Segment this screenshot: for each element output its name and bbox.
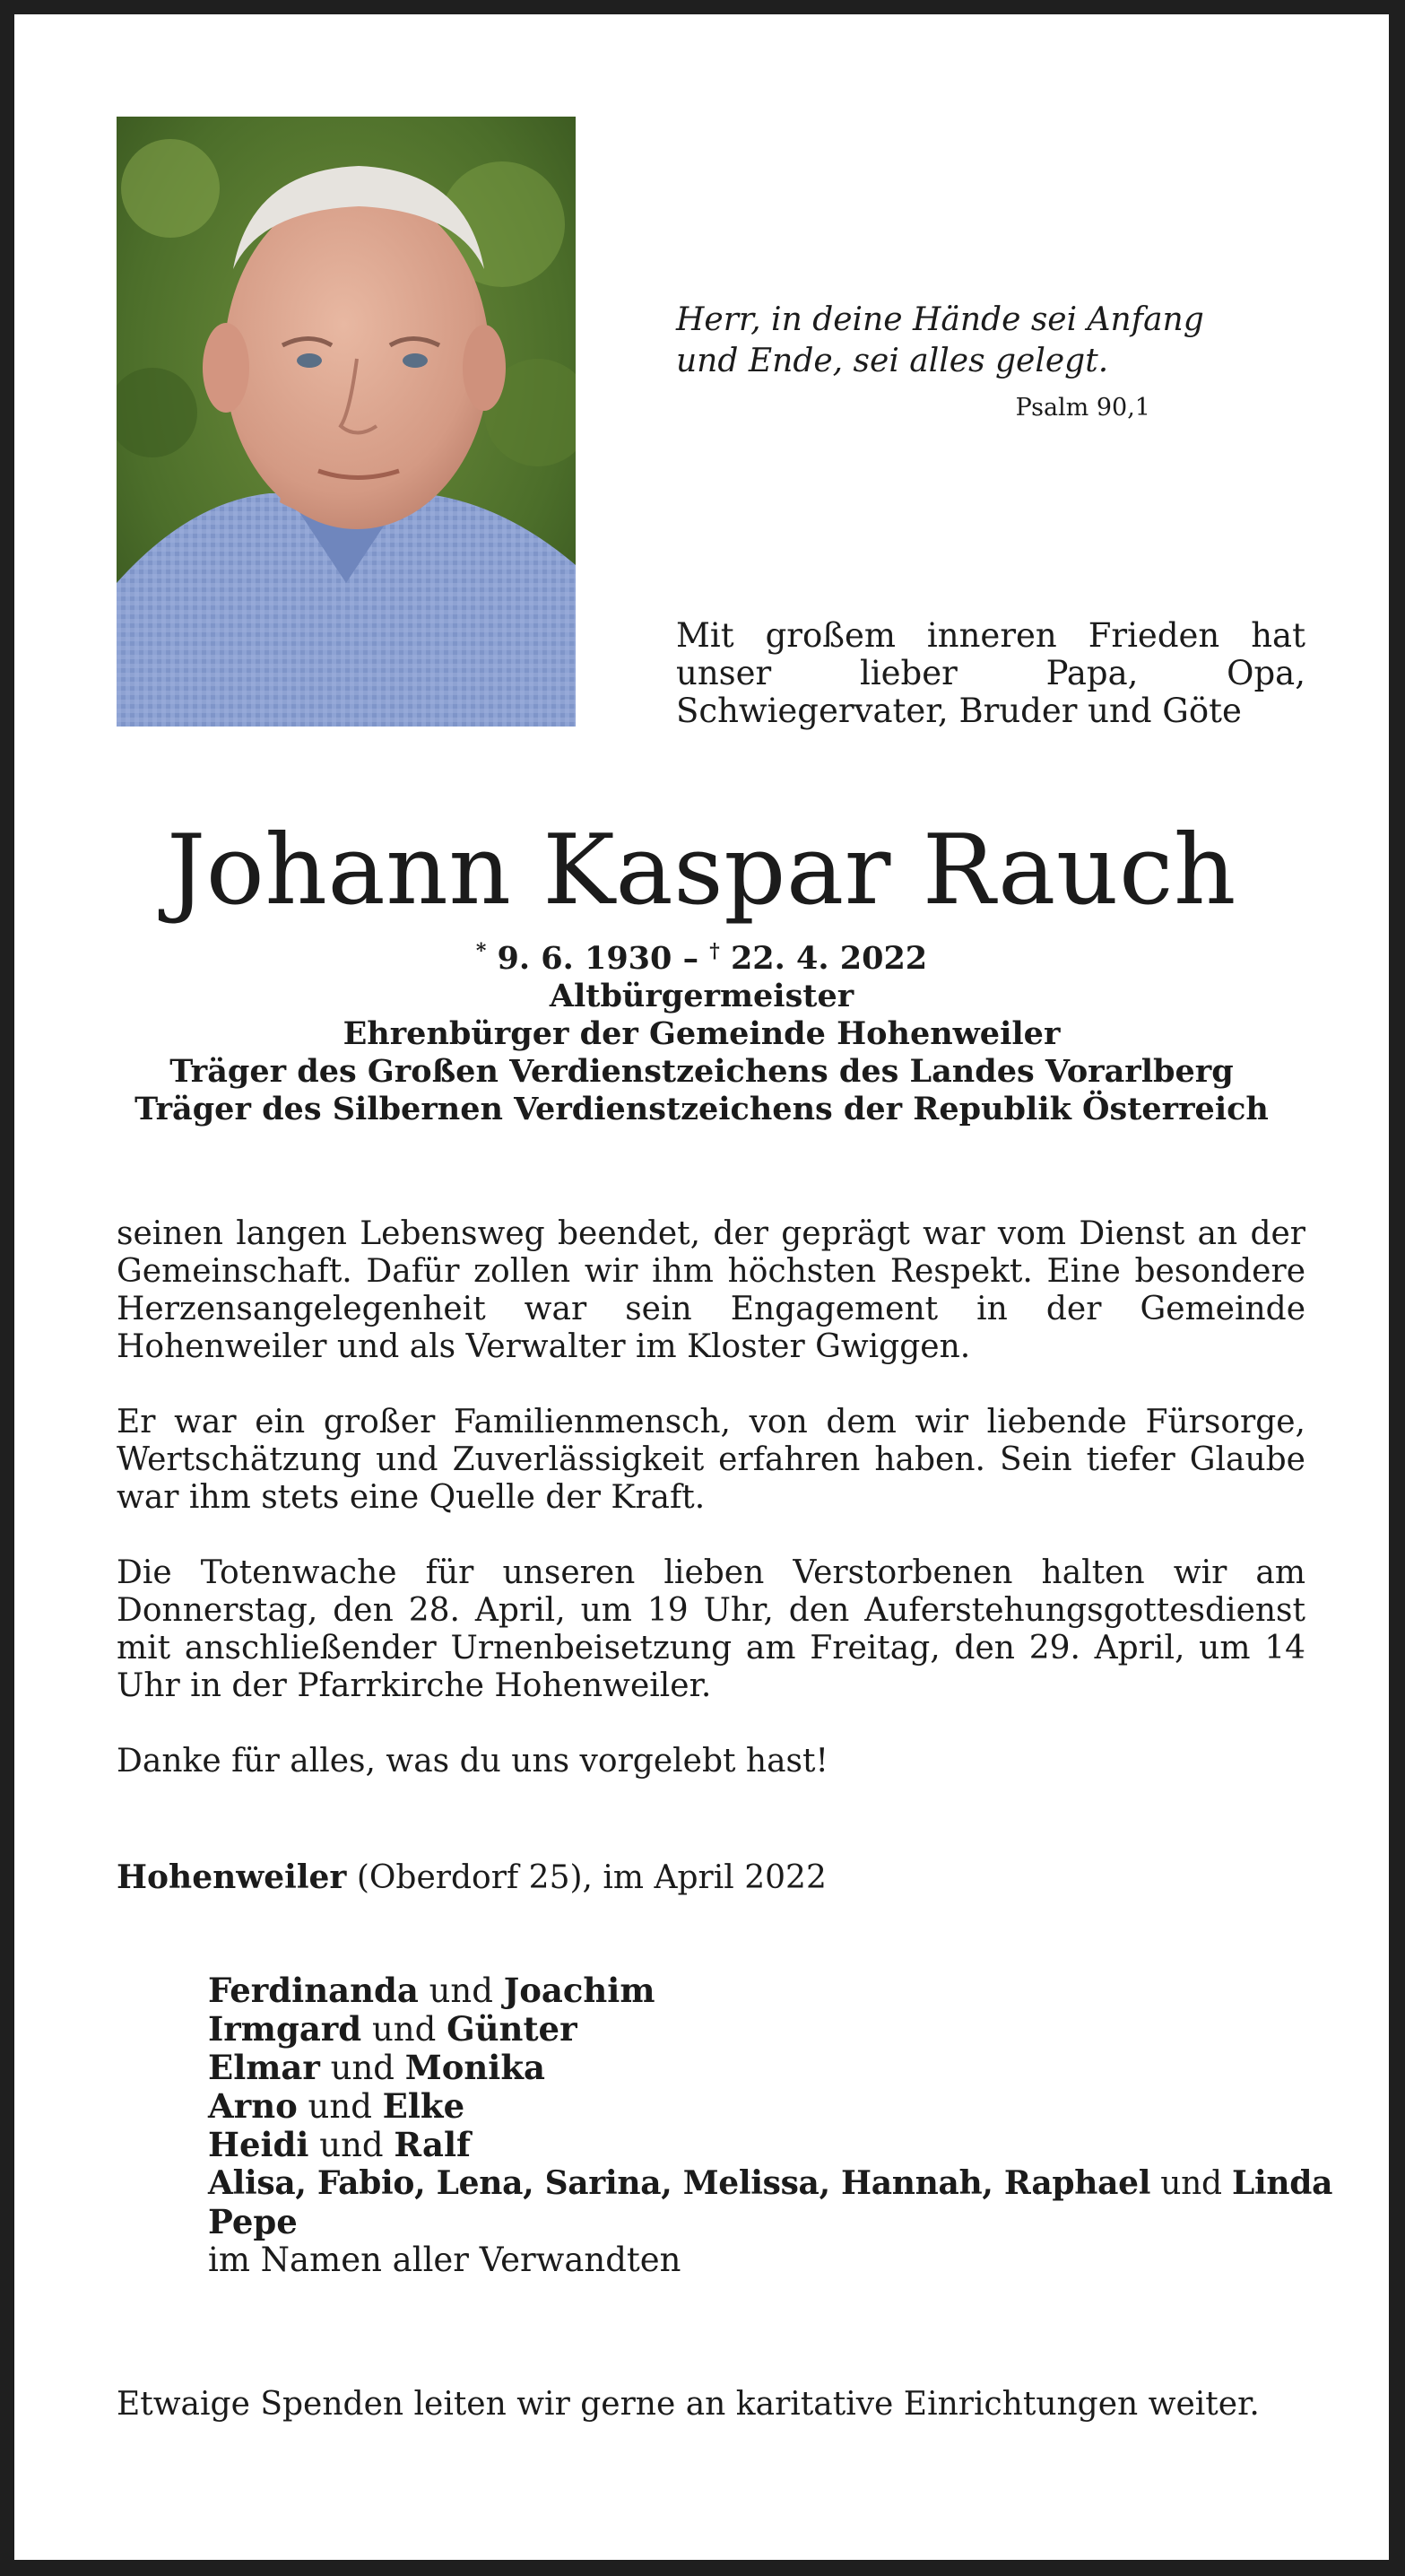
- family-conjunction: und: [371, 2010, 437, 2049]
- family-name: Joachim: [503, 1971, 655, 2010]
- place-address: (Oberdorf 25), im April 2022: [356, 1859, 827, 1896]
- honor-title: Träger des Großen Verdienstzeichens des Landes Vorarlberg: [169, 1053, 1234, 1090]
- body-paragraph: Die Totenwache für unseren lieben Verstorbenen halten wir am Donnerstag, den 28. April, um 19 Uhr, den Auferstehungsgottesdienst mit anschließender Urnenbeisetzung am Freitag, den 29. April, um 14 Uhr in der Pfarrkirche Hohenweiler.: [117, 1554, 1305, 1704]
- family-name: Monika: [404, 2048, 545, 2087]
- date-dash: –: [682, 940, 699, 977]
- family-couple: [208, 2010, 1311, 2049]
- family-list: [208, 1971, 1333, 2279]
- family-name: Ralf: [394, 2125, 471, 2164]
- family-couple: [208, 2087, 1311, 2126]
- portrait-icon: [117, 117, 576, 727]
- family-closing: im Namen aller Verwandten: [208, 2241, 681, 2279]
- birth-symbol: *: [475, 939, 487, 963]
- family-name: Ferdinanda: [208, 1971, 419, 2010]
- portrait-photo: [117, 117, 576, 727]
- family-name: Irmgard: [208, 2009, 362, 2049]
- obituary-card: [14, 14, 1389, 2560]
- obituary-body: [117, 1215, 1305, 1818]
- deceased-name: Johann Kaspar Rauch: [167, 814, 1236, 927]
- family-name: Elmar: [208, 2048, 320, 2087]
- honors-block: [14, 940, 1389, 1128]
- family-couple: [208, 2049, 1311, 2087]
- family-name: Arno: [208, 2086, 298, 2126]
- family-conjunction: und: [1160, 2165, 1222, 2202]
- body-paragraph: Er war ein großer Familienmensch, von dem wir liebende Fürsorge, Wertschätzung und Zuverlässigkeit erfahren haben. Sein tiefer Glaube war ihm stets eine Quelle der Kraft.: [117, 1404, 1305, 1516]
- family-conjunction: und: [308, 2087, 372, 2126]
- psalm-quote-line-1: Herr, in deine Hände sei Anfang: [676, 301, 1204, 338]
- family-name: Alisa, Fabio, Lena, Sarina, Melissa, Hannah, Raphael: [208, 2164, 1151, 2202]
- intro-text: Mit großem inneren Frieden hat unser lieber Papa, Opa, Schwiegervater, Bruder und Göte: [676, 616, 1305, 730]
- place-date-line: [117, 1858, 1305, 1897]
- family-name: Elke: [382, 2086, 465, 2126]
- honor-title: Träger des Silbernen Verdienstzeichens der Republik Österreich: [134, 1091, 1269, 1127]
- family-name: Günter: [447, 2009, 577, 2049]
- family-grandchildren: [208, 2164, 1333, 2203]
- psalm-quote: [676, 300, 1214, 382]
- honor-title: Ehrenbürger der Gemeinde Hohenweiler: [343, 1015, 1061, 1052]
- place-town: Hohenweiler: [117, 1858, 347, 1896]
- family-conjunction: und: [330, 2049, 395, 2087]
- body-paragraph: Danke für alles, was du uns vorgelebt hast!: [117, 1743, 828, 1780]
- family-name: Heidi: [208, 2125, 309, 2164]
- psalm-source: Psalm 90,1: [1015, 394, 1150, 422]
- family-name: Pepe: [208, 2202, 298, 2241]
- family-name: Linda: [1231, 2164, 1333, 2202]
- family-couple: [208, 2126, 1311, 2164]
- birth-date: 9. 6. 1930: [497, 940, 672, 977]
- family-great-grandchild: [208, 2203, 1311, 2241]
- death-symbol: †: [709, 939, 720, 963]
- life-dates: [14, 940, 1389, 978]
- death-date: 22. 4. 2022: [730, 940, 928, 977]
- psalm-quote-line-2: und Ende, sei alles gelegt.: [676, 343, 1109, 379]
- donation-note: Etwaige Spenden leiten wir gerne an karitative Einrichtungen weiter.: [117, 2386, 1260, 2423]
- family-conjunction: und: [319, 2126, 384, 2164]
- family-couple: [208, 1971, 1311, 2010]
- honor-title: Altbürgermeister: [549, 978, 854, 1014]
- family-conjunction: und: [429, 1971, 493, 2010]
- body-paragraph: seinen langen Lebensweg beendet, der geprägt war vom Dienst an der Gemeinschaft. Dafür zollen wir ihm höchsten Respekt. Eine besondere Herzensangelegenheit war sein Engagement in der Gemeinde Hohenweiler und als Verwalter im Kloster Gwiggen.: [117, 1215, 1305, 1365]
